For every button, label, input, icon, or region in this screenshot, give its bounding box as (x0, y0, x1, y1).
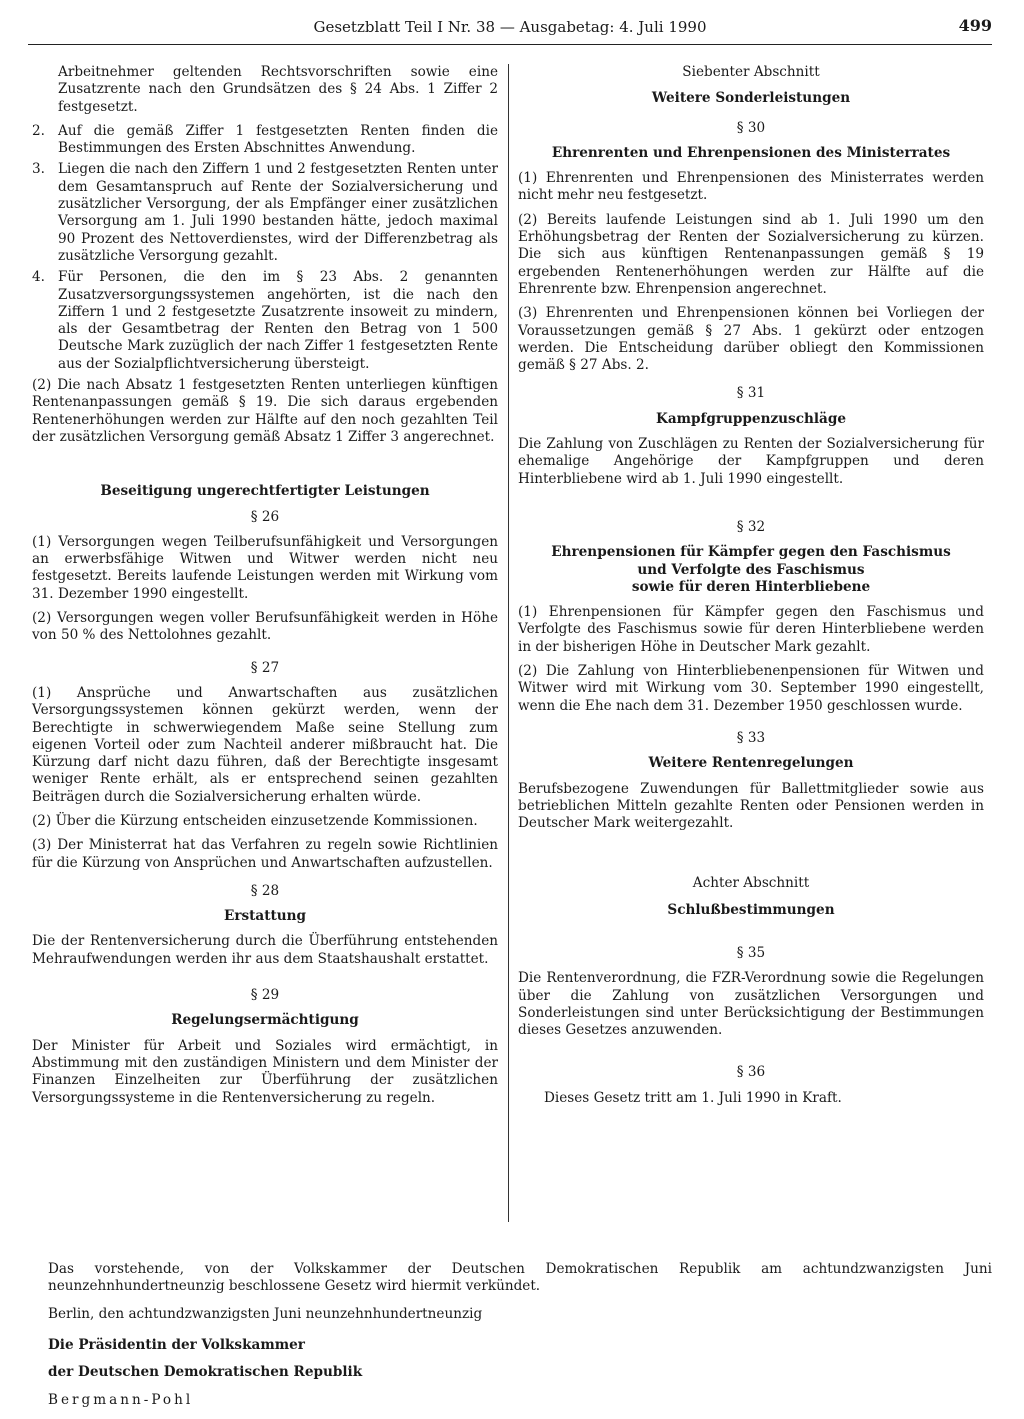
right-column (518, 64, 984, 1114)
paragraph-abs2: (2) Die nach Absatz 1 festgesetzten Renten unterliegen künftigen Rentenanpassungen gemäß § 19. Die sich daraus ergebenden Rentenerhöhungen werden zur Hälfte auf den noch gezahlten Teil der zusätzlichen Versorgung gemäß Absatz 1 Ziffer 3 angerechnet. (32, 377, 498, 445)
item-number: 2. (32, 122, 45, 139)
page-header (28, 14, 992, 45)
list-item (32, 269, 498, 373)
s28-paragraph-1: Die der Rentenversicherung durch die Überführung entstehenden Mehraufwendungen werden ihr aus dem Staatshaushalt erstattet. (32, 933, 498, 967)
signature-name: Bergmann-Pohl (48, 1391, 194, 1408)
s30-paragraph-2: (2) Bereits laufende Leistungen sind ab 1. Juli 1990 um den Erhöhungsbetrag der Renten der Sozialversicherung zu kürzen. Die sich aus künftigen Rentenanpassungen gemäß § 19 ergebenden Rentenerhöhungen werden zur Hälfte auf die Ehrenrente bzw. Ehrenpension angerechnet. (518, 211, 984, 297)
section-32-number: § 32 (736, 518, 766, 535)
s32-paragraph-1: (1) Ehrenpensionen für Kämpfer gegen den Faschismus und Verfolgte des Faschismus sowie für deren Hinterbliebene werden in der bisherigen Höhe in Deutscher Mark gezahlt. (518, 604, 984, 655)
section-28-number: § 28 (250, 882, 280, 899)
section-31-number: § 31 (736, 385, 766, 402)
section-29-title: Regelungsermächtigung (171, 1012, 359, 1029)
s30-paragraph-3: (3) Ehrenrenten und Ehrenpensionen können bei Vorliegen der Voraussetzungen gemäß § 27 Abs. 1 gekürzt oder entzogen werden. Die Entscheidung darüber obliegt den Kommissionen gemäß § 27 Abs. 2. (518, 305, 984, 374)
promulgation-text: Das vorstehende, von der Volkskammer der Deutschen Demokratischen Republik am achtundzwanzigsten Juni neunzehnhundertneunzig beschlossene Gesetz wird hiermit verkündet. (48, 1261, 992, 1295)
s29-paragraph-1: Der Minister für Arbeit und Soziales wird ermächtigt, in Abstimmung mit den zuständigen Ministern und dem Minister der Finanzen Einzelheiten zur Überführung der zusätzlichen Versorgungssysteme in die Rentenversicherung zu regeln. (32, 1037, 498, 1106)
s30-paragraph-1: (1) Ehrenrenten und Ehrenpensionen des Ministerrates werden nicht mehr neu festgesetzt. (518, 170, 984, 204)
continued-text: Arbeitnehmer geltenden Rechtsvorschriften sowie eine Zusatzrente nach den Grundsätzen des § 24 Abs. 1 Ziffer 2 festgesetzt. (58, 64, 498, 115)
section-eight-label: Achter Abschnitt (692, 875, 810, 892)
page-number: 499 (958, 16, 992, 35)
section-seven-label: Siebenter Abschnitt (682, 64, 820, 80)
s26-paragraph-2: (2) Versorgungen wegen voller Berufsunfähigkeit werden in Höhe von 50 % des Nettolohnes gezahlt. (32, 610, 498, 644)
section-32-title-line-3: sowie für deren Hinterbliebene (631, 578, 871, 595)
s27-paragraph-1: (1) Ansprüche und Anwartschaften aus zusätzlichen Versorgungssystemen können gekürzt werden, wenn der Berechtigte in schwerwiegendem Maße seine Stellung zum eigenen Vorteil oder zum Nachteil anderer mißbraucht hat. Die Kürzung darf nicht dazu führen, daß der Berechtigte insgesamt weniger Rente erhält, als er entsprechend seinen gezahlten Beiträgen durch die Sozialversicherung erhalten würde. (32, 684, 498, 805)
section-29-number: § 29 (250, 987, 280, 1004)
section-26-number: § 26 (250, 508, 280, 525)
promulgation-block (48, 1261, 992, 1419)
section-27-number: § 27 (250, 659, 280, 676)
s36-paragraph-1: Dieses Gesetz tritt am 1. Juli 1990 in Kraft. (544, 1089, 842, 1106)
section-eight-title: Schlußbestimmungen (667, 901, 835, 918)
header-title: Gesetzblatt Teil I Nr. 38 — Ausgabetag: 4. Juli 1990 (313, 18, 707, 36)
column-divider (508, 64, 509, 1222)
gazette-page (28, 14, 992, 1408)
signature-line-2: der Deutschen Demokratischen Republik (48, 1364, 363, 1381)
list-item (32, 161, 498, 265)
section-36-number: § 36 (736, 1064, 766, 1081)
s27-paragraph-2: (2) Über die Kürzung entscheiden einzusetzende Kommissionen. (32, 812, 478, 829)
list-item (32, 123, 498, 158)
item-number: 3. (32, 161, 45, 178)
section-30-number: § 30 (736, 119, 766, 136)
item-text: Für Personen, die den im § 23 Abs. 2 genannten Zusatzversorgungssystemen angehörten, ist die nach den Ziffern 1 und 2 festgesetzte Zusatzrente insoweit zu mindern, als der Gesamtbetrag der Renten den Betrag von 1 500 Deutsche Mark zuzüglich der nach Ziffer 1 festgesetzten Rente aus der Sozialpflichtversicherung übersteigt. (58, 269, 498, 372)
s27-paragraph-3: (3) Der Ministerrat hat das Verfahren zu regeln sowie Richtlinien für die Kürzung von Ansprüchen und Anwartschaften aufzustellen. (32, 837, 498, 871)
left-column (32, 64, 498, 1114)
s33-paragraph-1: Berufsbezogene Zuwendungen für Ballettmitglieder sowie aus betrieblichen Mitteln gezahlte Renten oder Pensionen werden in Deutscher Mark weitergezahlt. (518, 780, 984, 832)
item-text: Liegen die nach den Ziffern 1 und 2 festgesetzten Renten unter dem Gesamtanspruch auf Rente der Sozialversicherung und zusätzlicher Versorgung, der als Empfänger einer zusätzlichen Versorgung am 1. Juli 1990 bestanden hätte, jedoch maximal 90 Prozent des Nettoverdienstes, wird der Differenzbetrag als zusätzliche Versorgung gezahlt. (58, 161, 498, 264)
section-32-title-line-1: Ehrenpensionen für Kämpfer gegen den Faschismus (551, 544, 951, 561)
section-35-number: § 35 (736, 944, 766, 961)
section-33-title: Weitere Rentenregelungen (648, 755, 854, 772)
section-30-title: Ehrenrenten und Ehrenpensionen des Ministerrates (551, 144, 951, 161)
s31-paragraph-1: Die Zahlung von Zuschlägen zu Renten der Sozialversicherung für ehemalige Angehörige der Kampfgruppen und deren Hinterbliebene wird ab 1. Juli 1990 eingestellt. (518, 436, 984, 487)
section-31-title: Kampfgruppenzuschläge (656, 410, 846, 427)
section-33-number: § 33 (736, 729, 766, 746)
s26-paragraph-1: (1) Versorgungen wegen Teilberufsunfähigkeit und Versorgungen an erwerbsfähige Witwen und Witwer werden nicht neu festgesetzt. Bereits laufende Leistungen werden mit Wirkung vom 31. Dezember 1990 eingestellt. (32, 533, 498, 602)
item-text: Auf die gemäß Ziffer 1 festgesetzten Renten finden die Bestimmungen des Ersten Abschnittes Anwendung. (58, 122, 498, 157)
item-number: 4. (32, 269, 45, 286)
section-seven-title: Weitere Sonderleistungen (651, 90, 851, 107)
section-28-title: Erstattung (223, 908, 307, 925)
s32-paragraph-2: (2) Die Zahlung von Hinterbliebenenpensionen für Witwen und Witwer wird mit Wirkung vom 30. September 1990 eingestellt, wenn die Ehe nach dem 31. Dezember 1950 geschlossen wurde. (518, 663, 984, 714)
s35-paragraph-1: Die Rentenverordnung, die FZR-Verordnung sowie die Regelungen über die Zahlung von zusätzlichen Versorgungen und Sonderleistungen sind unter Berücksichtigung der Bestimmungen dieses Gesetzes anzuwenden. (518, 970, 984, 1039)
place-date: Berlin, den achtundzwanzigsten Juni neunzehnhundertneunzig (48, 1305, 483, 1322)
heading-beseitigung: Beseitigung ungerechtfertigter Leistungen (100, 483, 430, 500)
signature-line-1: Die Präsidentin der Volkskammer (48, 1336, 305, 1353)
section-32-title-line-2: und Verfolgte des Faschismus (637, 561, 865, 578)
